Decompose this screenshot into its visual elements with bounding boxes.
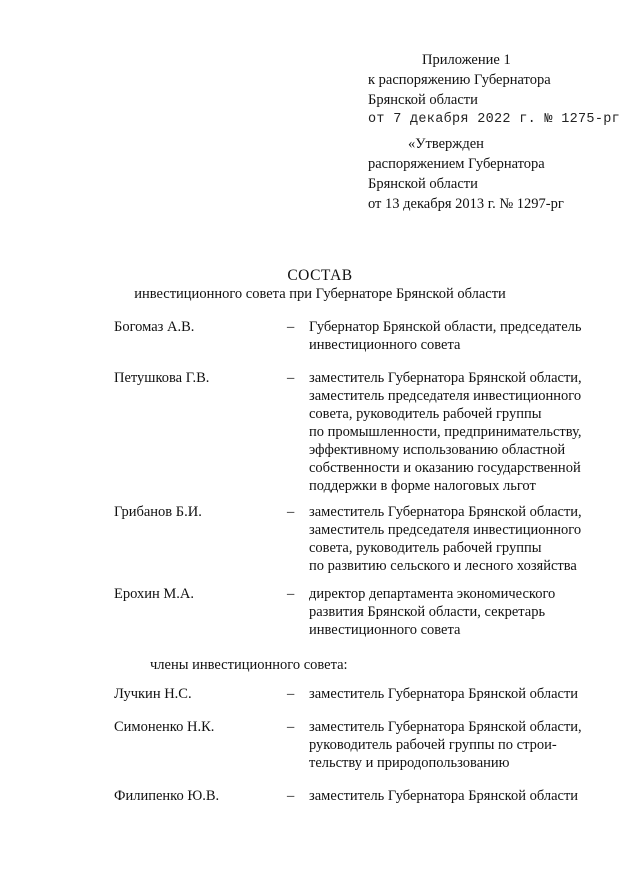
member-name: Филипенко Ю.В. — [114, 788, 220, 804]
member-role-line: заместитель Губернатора Брянской области, — [309, 504, 582, 520]
member-role — [309, 787, 599, 805]
member-role-line: поддержки в форме налоговых льгот — [309, 478, 536, 494]
heading-subtitle: инвестиционного совета при Губернаторе Брянской области — [134, 286, 506, 302]
member-role-line: развития Брянской области, секретарь — [309, 604, 546, 620]
member-role-line: заместитель Губернатора Брянской области — [309, 686, 579, 702]
member-role-line: собственности и оказанию государственной — [309, 460, 581, 476]
approved-line-3: Брянской области — [368, 176, 478, 192]
member-name: Лучкин Н.С. — [114, 686, 192, 702]
member-role-line: по развитию сельского и лесного хозяйства — [309, 558, 577, 574]
appendix-line-2: Брянской области — [368, 92, 478, 108]
member-role-line: инвестиционного совета — [309, 622, 461, 638]
member-role-line: директор департамента экономического — [309, 586, 556, 602]
member-role-line: по промышленности, предпринимательству, — [309, 424, 582, 440]
approved-line-4: от 13 декабря 2013 г. № 1297-рг — [368, 196, 564, 212]
member-role-line: совета, руководитель рабочей группы — [309, 540, 542, 556]
member-name: Ерохин М.А. — [114, 586, 195, 602]
approved-line-1: «Утвержден — [408, 136, 484, 152]
member-role — [309, 585, 599, 639]
member-role-line: руководитель рабочей группы по строи- — [309, 737, 557, 753]
member-dash: – — [287, 719, 295, 735]
member-role — [309, 718, 599, 772]
appendix-line-1: к распоряжению Губернатора — [368, 72, 551, 88]
member-name: Богомаз А.В. — [114, 319, 195, 335]
appendix-date-line: от 7 декабря 2022 г. № 1275-рг — [368, 112, 621, 127]
member-role — [309, 685, 599, 703]
member-role-line: совета, руководитель рабочей группы — [309, 406, 542, 422]
member-dash: – — [287, 319, 295, 335]
member-dash: – — [287, 586, 295, 602]
approved-line-2: распоряжением Губернатора — [368, 156, 545, 172]
member-role — [309, 503, 599, 575]
member-role-line: Губернатор Брянской области, председатель — [309, 319, 582, 335]
member-name: Грибанов Б.И. — [114, 504, 202, 520]
member-name: Петушкова Г.В. — [114, 370, 210, 386]
member-role-line: заместитель председателя инвестиционного — [309, 388, 582, 404]
member-role-line: заместитель Губернатора Брянской области, — [309, 370, 582, 386]
member-role — [309, 318, 599, 354]
document-heading — [0, 266, 640, 304]
member-role-line: заместитель Губернатора Брянской области — [309, 788, 579, 804]
approved-block — [368, 134, 564, 214]
appendix-block — [368, 50, 620, 130]
member-role-line: заместитель председателя инвестиционного — [309, 522, 582, 538]
members-heading: члены инвестиционного совета: — [150, 657, 348, 673]
heading-title: СОСТАВ — [287, 267, 353, 284]
member-role-line: заместитель Губернатора Брянской области, — [309, 719, 582, 735]
appendix-title: Приложение 1 — [422, 52, 511, 68]
member-role-line: тельству и природопользованию — [309, 755, 510, 771]
member-role-line: эффективному использованию областной — [309, 442, 566, 458]
member-dash: – — [287, 504, 295, 520]
member-role — [309, 369, 599, 495]
member-role-line: инвестиционного совета — [309, 337, 461, 353]
member-name: Симоненко Н.К. — [114, 719, 215, 735]
member-dash: – — [287, 788, 295, 804]
member-dash: – — [287, 370, 295, 386]
member-dash: – — [287, 686, 295, 702]
